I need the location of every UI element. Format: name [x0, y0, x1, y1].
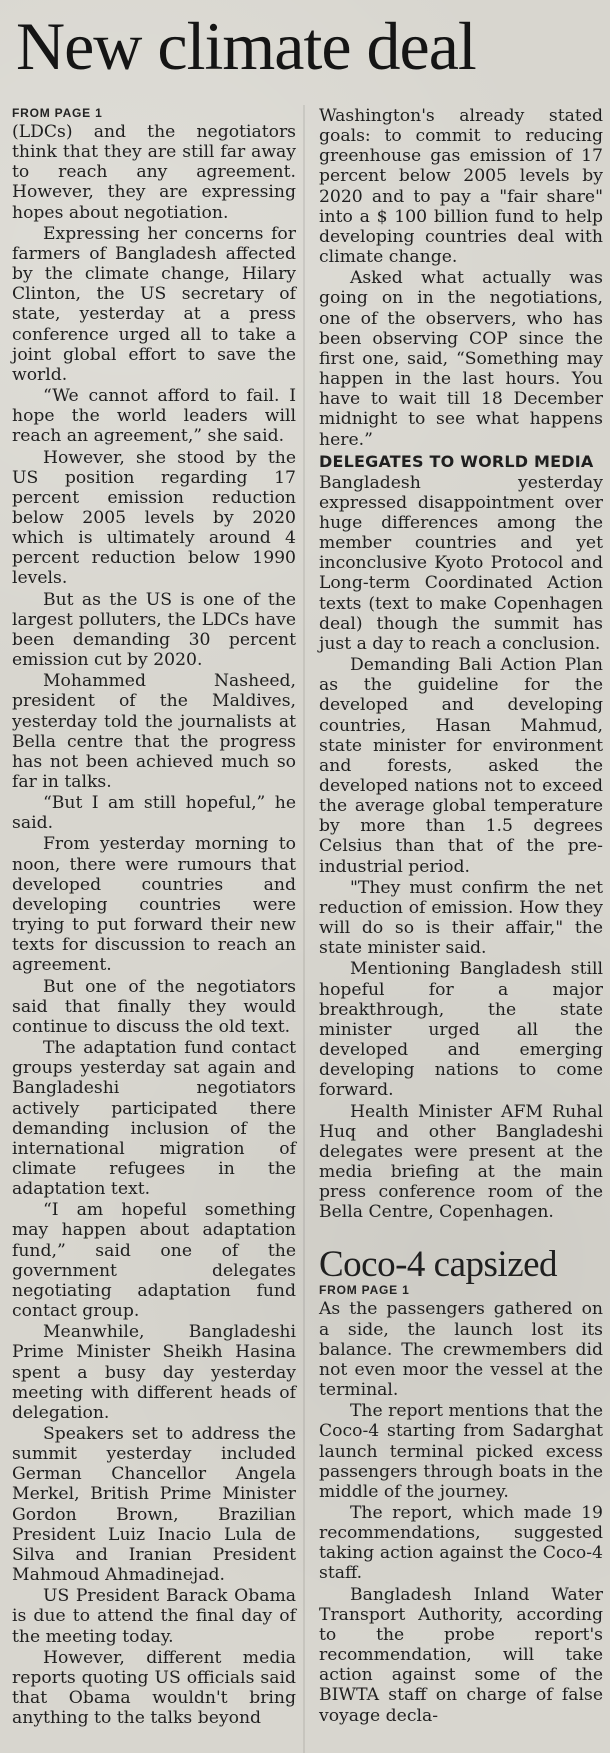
- article-paragraph: (LDCs) and the negotiators think that they are still far away to reach any agreement. However, they are expressing hopes about negotiation.: [12, 122, 296, 223]
- article-paragraph: "They must confirm the net reduction of emission. How they will do so is their affair," the state minister said.: [319, 877, 603, 959]
- story-spacer: [319, 1223, 603, 1231]
- article-right-column: [319, 106, 603, 1727]
- story-paragraph: The report, which made 19 recommendations, suggested taking action against the Coco-4 staff.: [319, 1503, 603, 1584]
- article-paragraph: But one of the negotiators said that finally they would continue to discuss the old text.: [12, 976, 296, 1037]
- article-paragraph: Speakers set to address the summit yesterday included German Chancellor Angela Merkel, British Prime Minister Gordon Brown, Brazilian President Luiz Inacio Lula de Silva and Iranian President Mahmoud Ahmadinejad.: [12, 1424, 296, 1586]
- column-divider: [303, 105, 305, 1753]
- article-paragraph: Asked what actually was going on in the negotiations, one of the observers, who has been observing COP since the first one, said, “Something may happen in the last hours. You have to wait till 18 December midnight to see what happens here.”: [319, 268, 603, 450]
- section-subhead: DELEGATES TO WORLD MEDIA: [319, 451, 594, 471]
- story-headline: Coco-4 capsized: [319, 1244, 558, 1286]
- article-paragraph: Expressing her concerns for farmers of Bangladesh affected by the climate change, Hilary Clinton, the US secretary of state, yesterday at a press conference urged all to take a joint global effort to save the world.: [12, 223, 296, 385]
- article-paragraph: But as the US is one of the largest polluters, the LDCs have been demanding 30 percent emission cut by 2020.: [12, 589, 296, 671]
- article-paragraph: “I am hopeful something may happen about adaptation fund,” said one of the government delegates negotiating adaptation fund contact group.: [12, 1200, 296, 1322]
- article-paragraph: Mentioning Bangladesh still hopeful for a major breakthrough, the state minister urged all the developed and emerging developing nations to come forward.: [319, 959, 603, 1101]
- story-paragraph: Bangladesh Inland Water Transport Authority, according to the probe report's recommendation, will take action against some of the BIWTA staff on charge of false voyage decla-: [319, 1584, 603, 1726]
- article-left-column: [12, 106, 296, 1729]
- article-paragraph: Health Minister AFM Ruhal Huq and other Bangladeshi delegates were present at the media briefing at the main press conference room of the Bella Centre, Copenhagen.: [319, 1101, 603, 1223]
- article-paragraph: Bangladesh yesterday expressed disappointment over huge differences among the member countries and yet inconclusive Kyoto Protocol and Long-term Coordinated Action texts (text to make Copenhagen deal) though the summit has just a day to reach a conclusion.: [319, 472, 603, 654]
- article-paragraph: Demanding Bali Action Plan as the guideline for the developed and developing countries, Hasan Mahmud, state minister for environment and forests, asked the developed nations not to exceed the average global temperature by more than 1.5 degrees Celsius than that of the pre-industrial period.: [319, 655, 603, 877]
- story-paragraph: The report mentions that the Coco-4 starting from Sadarghat launch terminal picked excess passengers through boats in the middle of the journey.: [319, 1401, 603, 1502]
- article-paragraph: US President Barack Obama is due to attend the final day of the meeting today.: [12, 1586, 296, 1647]
- article-paragraph: The adaptation fund contact groups yesterday sat again and Bangladeshi negotiators actively participated there demanding inclusion of the international migration of climate refugees in the adaptation text.: [12, 1038, 296, 1200]
- article-paragraph: However, different media reports quoting US officials said that Obama wouldn't bring anything to the talks beyond: [12, 1647, 296, 1729]
- article-headline: New climate deal: [16, 8, 476, 84]
- article-paragraph: Washington's already stated goals: to commit to reducing greenhouse gas emission of 17 percent below 2005 levels by 2020 and to pay a "fair share" into a $ 100 billion fund to help developing countries deal with climate change.: [319, 106, 603, 268]
- article-paragraph: “We cannot afford to fail. I hope the world leaders will reach an agreement,” she said.: [12, 386, 296, 447]
- article-paragraph: “But I am still hopeful,” he said.: [12, 793, 296, 834]
- article-paragraph: Mohammed Nasheed, president of the Maldives, yesterday told the journalists at Bella centre that the progress has not been achieved much so far in talks.: [12, 671, 296, 792]
- article-kicker: FROM PAGE 1: [12, 106, 103, 120]
- article-paragraph: Meanwhile, Bangladeshi Prime Minister Sheikh Hasina spent a busy day yesterday meeting with different heads of delegation.: [12, 1322, 296, 1423]
- article-paragraph: However, she stood by the US position regarding 17 percent emission reduction below 2005 levels by 2020 which is ultimately around 4 percent reduction below 1990 levels.: [12, 447, 296, 589]
- story-paragraph: As the passengers gathered on a side, the launch lost its balance. The crewmembers did not even moor the vessel at the terminal.: [319, 1299, 603, 1401]
- story-kicker: FROM PAGE 1: [319, 1283, 410, 1298]
- article-paragraph: From yesterday morning to noon, there were rumours that developed countries and developing countries were trying to put forward their new texts for discussion to reach an agreement.: [12, 834, 296, 976]
